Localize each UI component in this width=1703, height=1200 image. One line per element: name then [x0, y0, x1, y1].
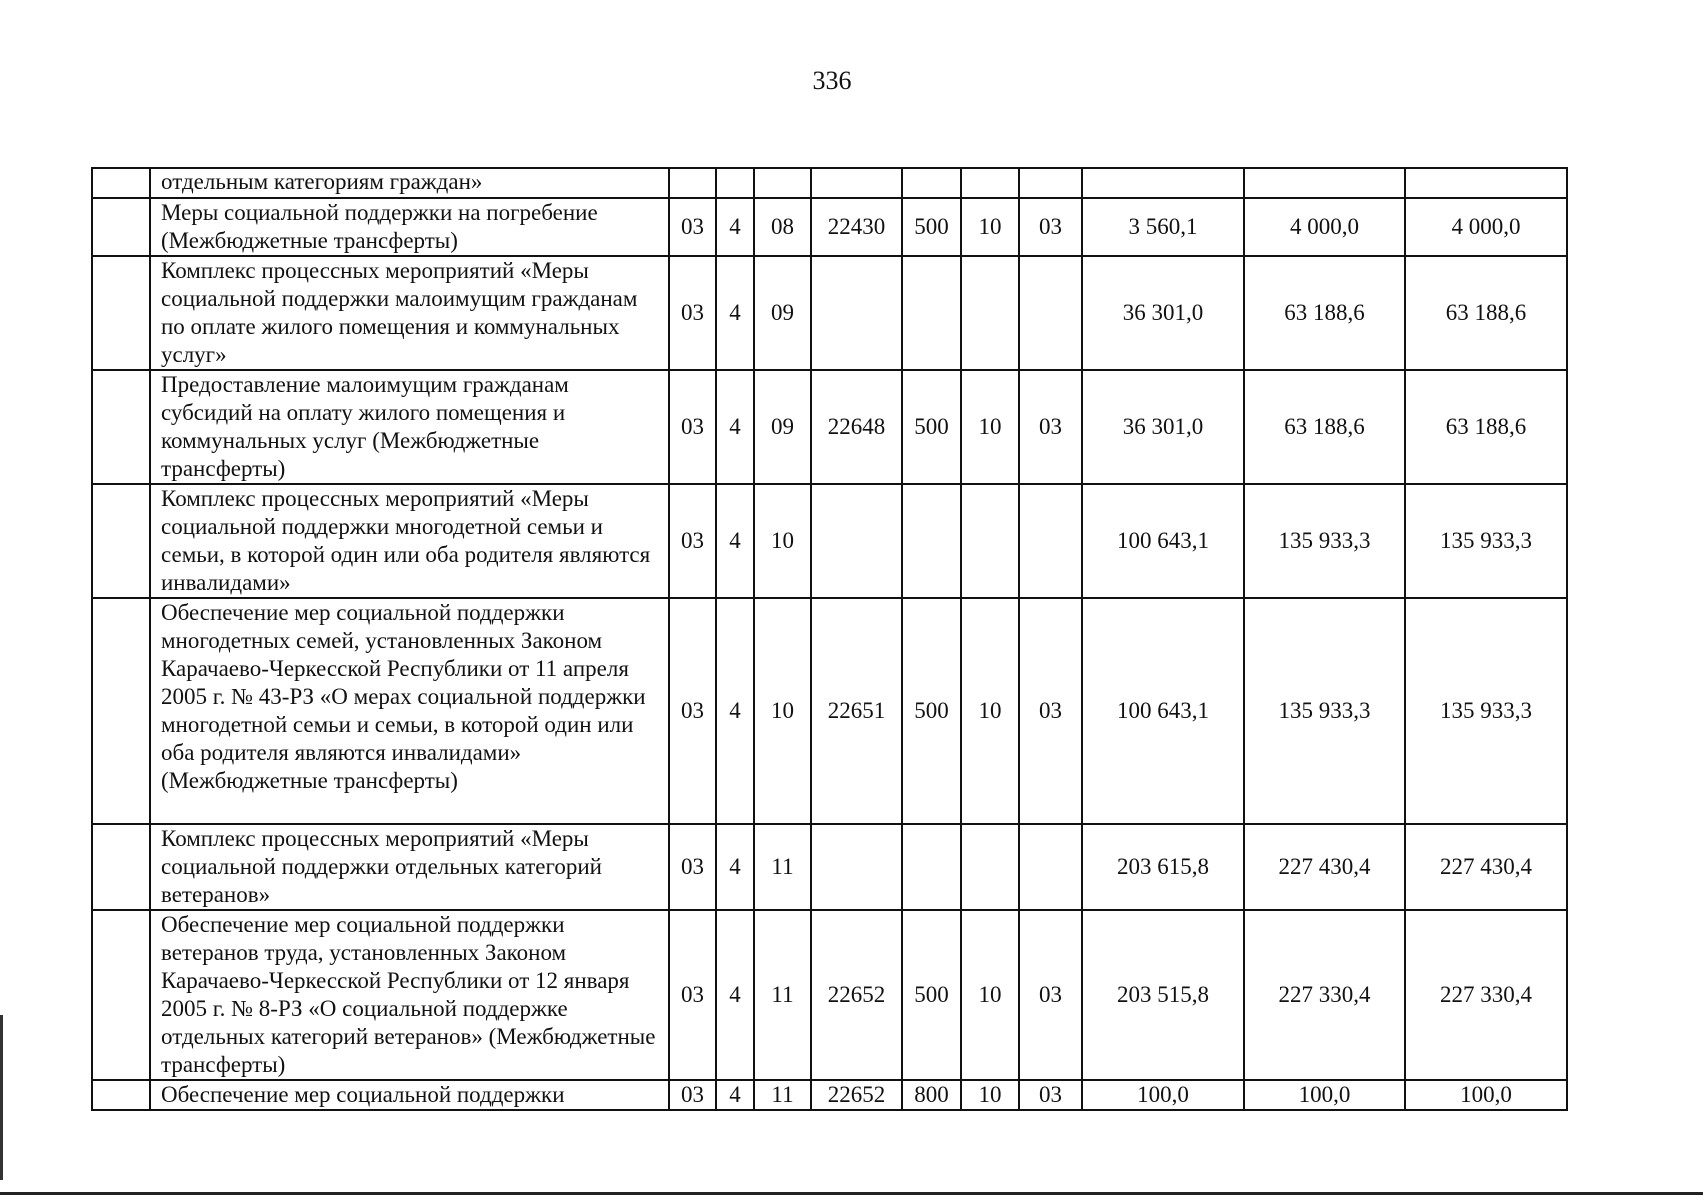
cell-idx — [92, 824, 150, 910]
cell-v3: 227 330,4 — [1405, 910, 1567, 1080]
cell-v1: 36 301,0 — [1082, 370, 1244, 484]
cell-name: отдельным категориям граждан» — [150, 168, 669, 198]
table-row — [92, 370, 1567, 484]
cell-c2: 4 — [716, 484, 754, 598]
cell-idx — [92, 598, 150, 824]
table-body — [92, 168, 1567, 1110]
cell-c2: 4 — [716, 370, 754, 484]
cell-name: Комплекс процессных мероприятий «Меры социальной поддержки отдельных категорий ветеранов» — [150, 824, 669, 910]
cell-c1: 03 — [669, 198, 716, 256]
cell-c5 — [902, 824, 961, 910]
cell-v1: 100,0 — [1082, 1080, 1244, 1110]
cell-name: Комплекс процессных мероприятий «Меры социальной поддержки малоимущим гражданам по оплате жилого помещения и коммунальных услуг» — [150, 256, 669, 370]
cell-name: Меры социальной поддержки на погребение (Межбюджетные трансферты) — [150, 198, 669, 256]
table-row — [92, 824, 1567, 910]
cell-v3: 135 933,3 — [1405, 598, 1567, 824]
cell-c4 — [811, 168, 902, 198]
cell-v3: 227 430,4 — [1405, 824, 1567, 910]
cell-c1: 03 — [669, 910, 716, 1080]
cell-c1: 03 — [669, 1080, 716, 1110]
cell-v2: 4 000,0 — [1244, 198, 1405, 256]
budget-table-container — [91, 167, 1568, 1111]
cell-name: Обеспечение мер социальной поддержки ветеранов труда, установленных Законом Карачаево-Черкесской Республики от 12 января 2005 г. № 8-РЗ «О социальной поддержке отдельных категорий ветеранов» (Межбюджетные трансферты) — [150, 910, 669, 1080]
cell-c2: 4 — [716, 598, 754, 824]
cell-c7 — [1019, 168, 1082, 198]
cell-c6 — [961, 168, 1019, 198]
cell-c7: 03 — [1019, 1080, 1082, 1110]
cell-c5 — [902, 484, 961, 598]
cell-c7: 03 — [1019, 910, 1082, 1080]
cell-c3: 10 — [754, 598, 811, 824]
cell-c1: 03 — [669, 370, 716, 484]
cell-c1 — [669, 168, 716, 198]
cell-c1: 03 — [669, 598, 716, 824]
table-row — [92, 484, 1567, 598]
cell-c7: 03 — [1019, 198, 1082, 256]
cell-c2 — [716, 168, 754, 198]
cell-v3: 135 933,3 — [1405, 484, 1567, 598]
cell-c6 — [961, 484, 1019, 598]
cell-v1: 100 643,1 — [1082, 484, 1244, 598]
cell-v2: 63 188,6 — [1244, 370, 1405, 484]
cell-v2: 227 330,4 — [1244, 910, 1405, 1080]
cell-c4 — [811, 256, 902, 370]
table-row — [92, 256, 1567, 370]
cell-v3: 4 000,0 — [1405, 198, 1567, 256]
cell-v1: 203 515,8 — [1082, 910, 1244, 1080]
cell-c2: 4 — [716, 824, 754, 910]
table-row — [92, 168, 1567, 198]
cell-c4: 22652 — [811, 910, 902, 1080]
cell-v1: 100 643,1 — [1082, 598, 1244, 824]
cell-v3: 63 188,6 — [1405, 370, 1567, 484]
cell-v2: 227 430,4 — [1244, 824, 1405, 910]
cell-v2: 135 933,3 — [1244, 598, 1405, 824]
cell-c7 — [1019, 256, 1082, 370]
bottom-rule — [0, 1192, 1703, 1195]
cell-idx — [92, 198, 150, 256]
cell-c3: 10 — [754, 484, 811, 598]
cell-c4: 22430 — [811, 198, 902, 256]
cell-v1 — [1082, 168, 1244, 198]
cell-idx — [92, 910, 150, 1080]
cell-c5: 500 — [902, 910, 961, 1080]
cell-c4 — [811, 824, 902, 910]
cell-v3: 63 188,6 — [1405, 256, 1567, 370]
cell-c4: 22651 — [811, 598, 902, 824]
cell-c7: 03 — [1019, 598, 1082, 824]
cell-idx — [92, 168, 150, 198]
page-number: 336 — [812, 66, 852, 95]
cell-name: Предоставление малоимущим гражданам субсидий на оплату жилого помещения и коммунальных услуг (Межбюджетные трансферты) — [150, 370, 669, 484]
cell-c3: 11 — [754, 1080, 811, 1110]
cell-c6: 10 — [961, 370, 1019, 484]
table-row — [92, 598, 1567, 824]
cell-c3: 11 — [754, 824, 811, 910]
cell-v1: 203 615,8 — [1082, 824, 1244, 910]
cell-c6: 10 — [961, 598, 1019, 824]
table-row — [92, 198, 1567, 256]
cell-v2: 63 188,6 — [1244, 256, 1405, 370]
cell-c5: 800 — [902, 1080, 961, 1110]
cell-c5: 500 — [902, 198, 961, 256]
cell-c2: 4 — [716, 198, 754, 256]
cell-c5: 500 — [902, 370, 961, 484]
cell-c4: 22652 — [811, 1080, 902, 1110]
cell-c6: 10 — [961, 1080, 1019, 1110]
cell-c2: 4 — [716, 1080, 754, 1110]
cell-c4: 22648 — [811, 370, 902, 484]
cell-c2: 4 — [716, 256, 754, 370]
margin-mark — [0, 1015, 3, 1180]
cell-c6: 10 — [961, 198, 1019, 256]
table-row — [92, 1080, 1567, 1110]
cell-v3: 100,0 — [1405, 1080, 1567, 1110]
cell-c7: 03 — [1019, 370, 1082, 484]
cell-v2: 135 933,3 — [1244, 484, 1405, 598]
cell-c5: 500 — [902, 598, 961, 824]
cell-v2: 100,0 — [1244, 1080, 1405, 1110]
cell-c6 — [961, 824, 1019, 910]
cell-c5 — [902, 256, 961, 370]
cell-c2: 4 — [716, 910, 754, 1080]
cell-v1: 36 301,0 — [1082, 256, 1244, 370]
cell-idx — [92, 1080, 150, 1110]
cell-name: Обеспечение мер социальной поддержки многодетных семей, установленных Законом Карачаево-Черкесской Республики от 11 апреля 2005 г. № 43-РЗ «О мерах социальной поддержки многодетной семьи и семьи, в которой один или оба родителя являются инвалидами» (Межбюджетные трансферты) — [150, 598, 669, 824]
budget-table — [91, 167, 1568, 1111]
cell-c6 — [961, 256, 1019, 370]
cell-c3: 09 — [754, 370, 811, 484]
cell-c3: 08 — [754, 198, 811, 256]
cell-idx — [92, 370, 150, 484]
cell-name: Обеспечение мер социальной поддержки — [150, 1080, 669, 1110]
table-row — [92, 910, 1567, 1080]
cell-c3 — [754, 168, 811, 198]
cell-c3: 11 — [754, 910, 811, 1080]
cell-idx — [92, 256, 150, 370]
cell-c1: 03 — [669, 256, 716, 370]
cell-c7 — [1019, 824, 1082, 910]
cell-c3: 09 — [754, 256, 811, 370]
cell-c7 — [1019, 484, 1082, 598]
cell-c1: 03 — [669, 484, 716, 598]
cell-v3 — [1405, 168, 1567, 198]
cell-c4 — [811, 484, 902, 598]
cell-c6: 10 — [961, 910, 1019, 1080]
cell-idx — [92, 484, 150, 598]
cell-v2 — [1244, 168, 1405, 198]
cell-c5 — [902, 168, 961, 198]
cell-name: Комплекс процессных мероприятий «Меры социальной поддержки многодетной семьи и семьи, в которой один или оба родителя являются инвалидами» — [150, 484, 669, 598]
cell-c1: 03 — [669, 824, 716, 910]
cell-v1: 3 560,1 — [1082, 198, 1244, 256]
